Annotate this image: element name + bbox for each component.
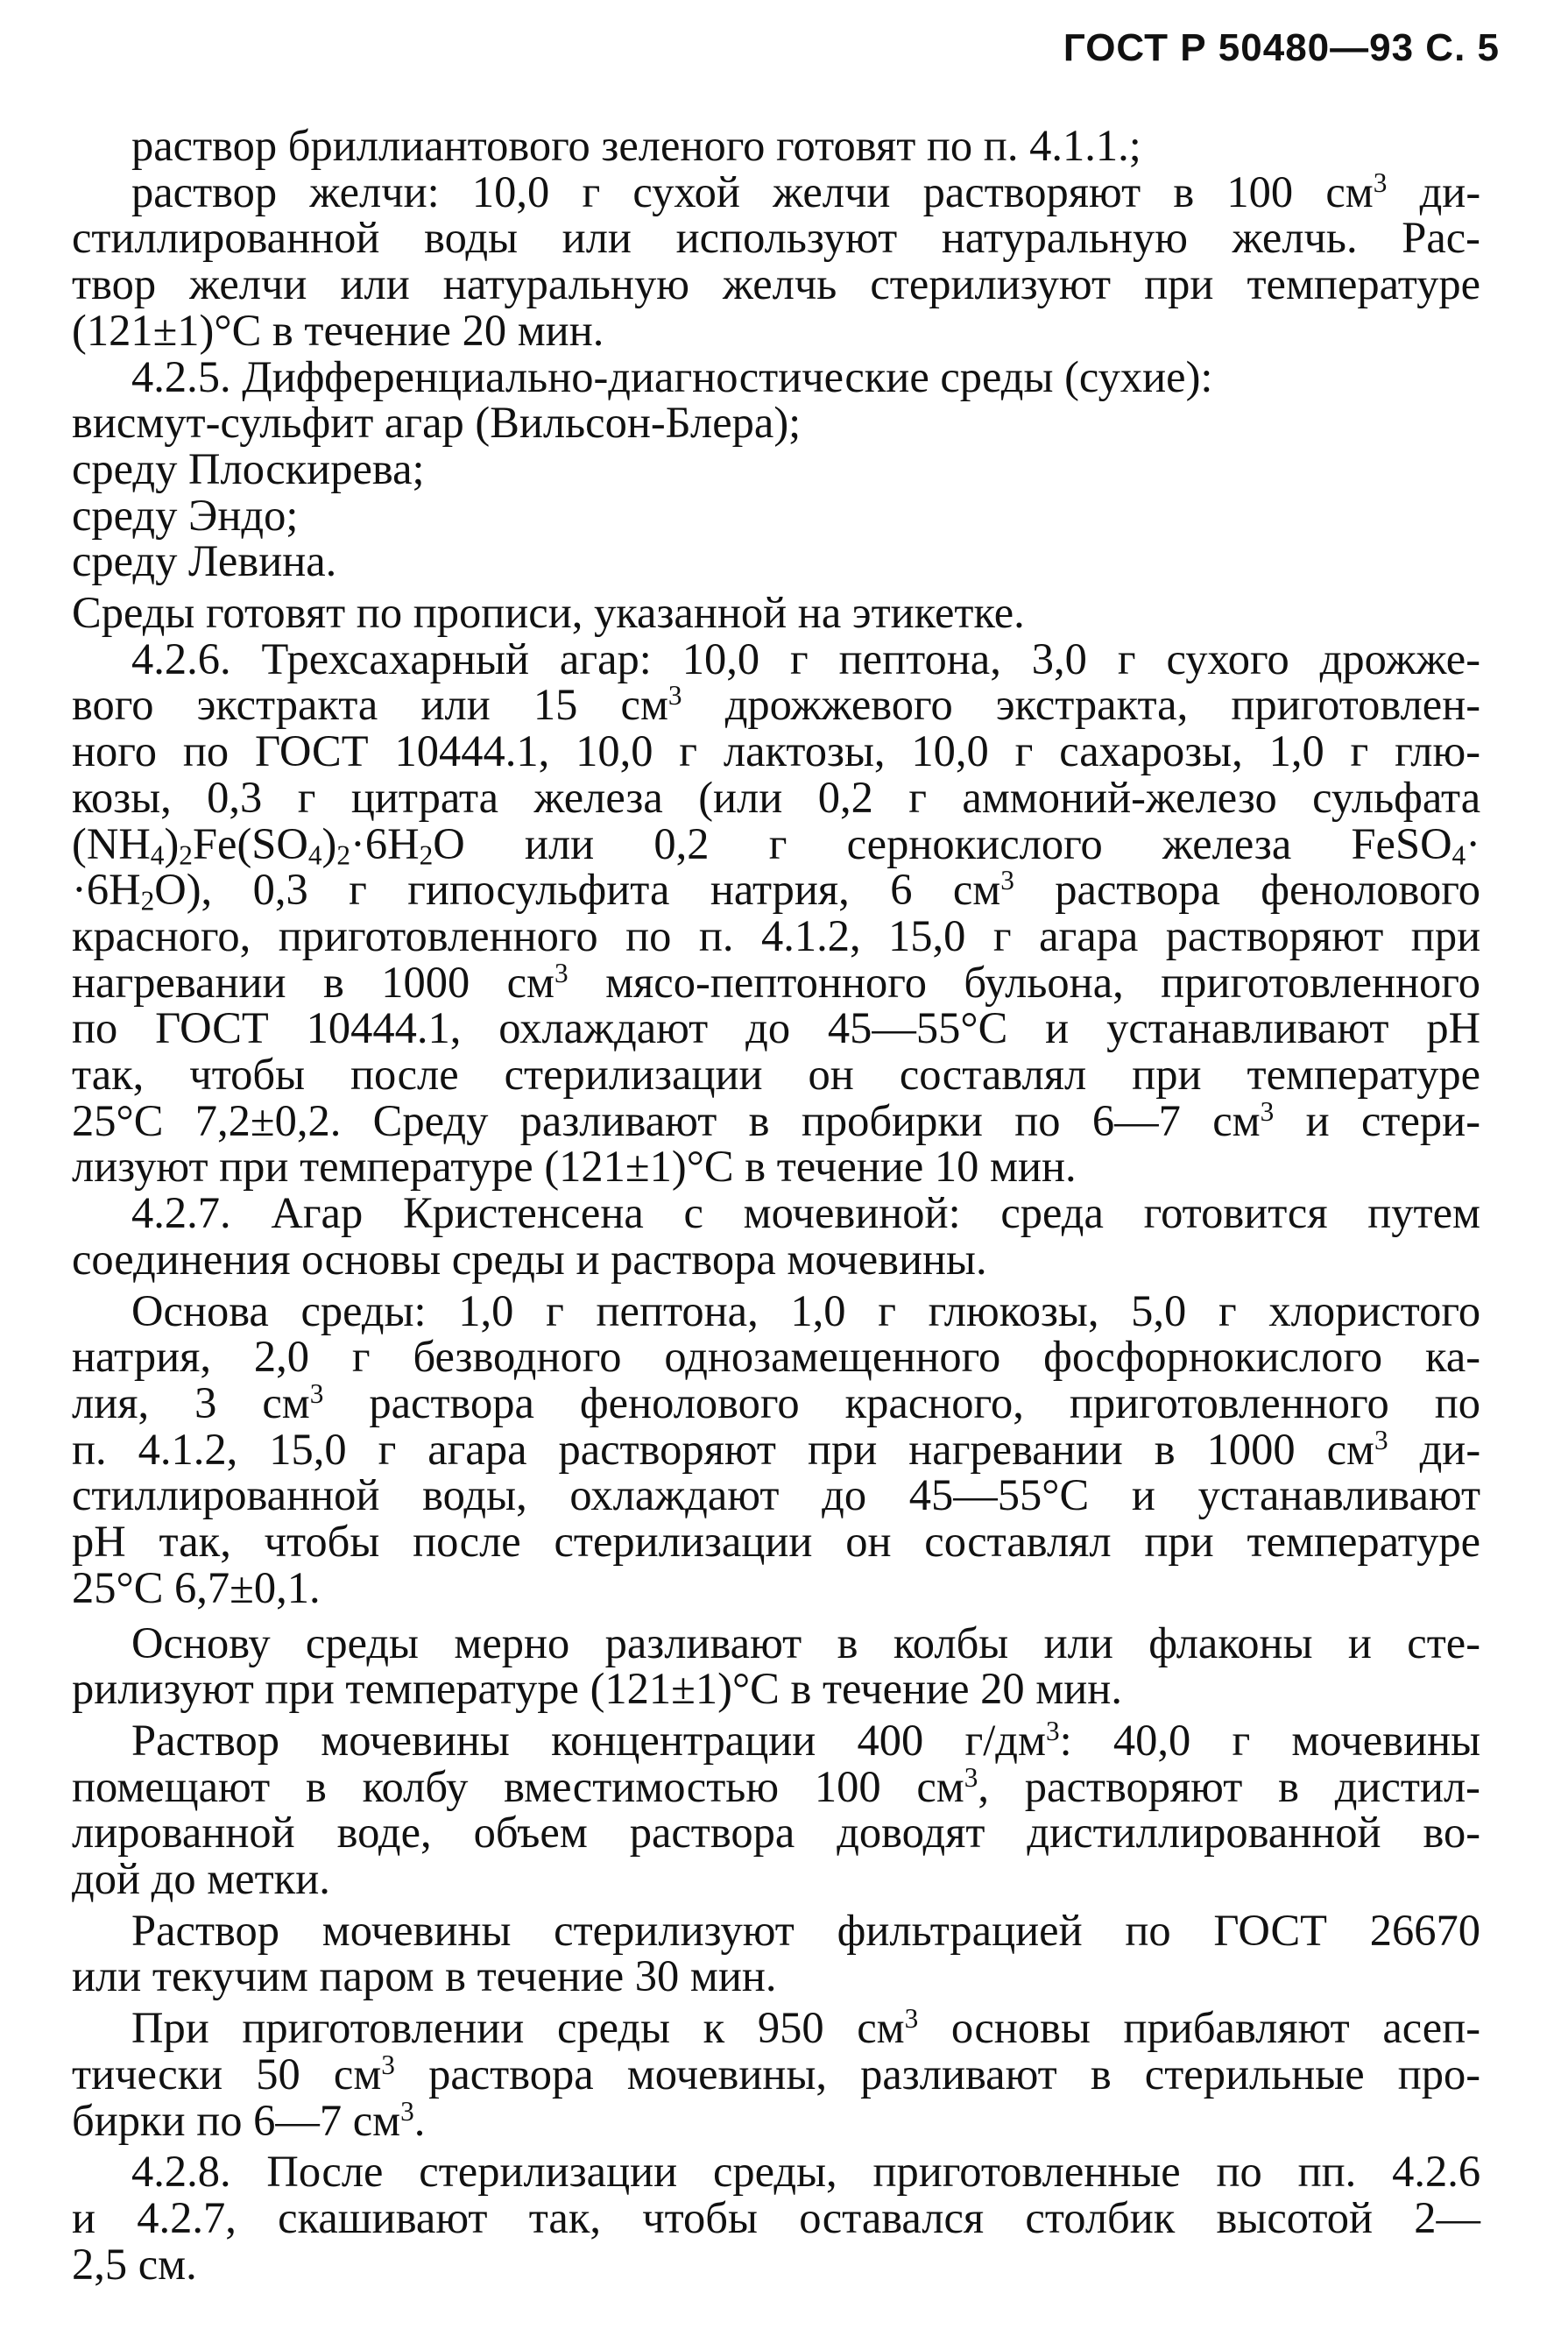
paragraph-line bbox=[0, 1005, 1568, 1051]
paragraph-line bbox=[0, 1426, 1568, 1473]
text-line: $(NH_4)_2Fe(SO_4)_2\cdot 6H_2O$ или 0,2 г сернокислого железа FeSO$_4$· bbox=[72, 818, 1481, 870]
paragraph-line bbox=[0, 351, 1568, 401]
text-line: тически 50 $см^3$ раствора мочевины, разливают в стерильные про- bbox=[72, 2049, 1481, 2099]
text-line: так, чтобы после стерилизации он составлял при температуре bbox=[72, 1050, 1481, 1100]
paragraph-line bbox=[0, 959, 1568, 1006]
document-body bbox=[0, 123, 1568, 2287]
paragraph-line bbox=[0, 261, 1568, 308]
text-line: стиллированной воды или используют натуральную желчь. Рас- bbox=[72, 213, 1480, 263]
paragraph-line bbox=[0, 443, 1568, 493]
text-line: 4.2.7. Агар Кристенсена с мочевиной: среда готовится путем bbox=[131, 1188, 1481, 1238]
text-line: п. 4.1.2, 15,0 г агара растворяют при нагревании в 1000 $см^3$ ди- bbox=[72, 1424, 1481, 1474]
text-line: Основу среды мерно разливают в колбы или флаконы и сте- bbox=[131, 1618, 1481, 1667]
paragraph-line bbox=[0, 818, 1568, 870]
paragraph-line bbox=[0, 400, 1568, 446]
paragraph-line bbox=[0, 305, 1568, 355]
text-line: козы, 0,3 г цитрата железа (или 0,2 г аммоний-железо сульфата bbox=[72, 772, 1481, 822]
paragraph-line bbox=[0, 1472, 1568, 1518]
text-line: 4.2.5. Дифференциально-диагностические среды (сухие): bbox=[131, 351, 1213, 401]
paragraph-line bbox=[0, 1190, 1568, 1236]
paragraph-line bbox=[0, 2002, 1568, 2053]
paragraph-line bbox=[0, 1285, 1568, 1335]
text-line: При приготовлении среды к 950 $см^3$ основы прибавляют асеп- bbox=[131, 2002, 1481, 2053]
paragraph-line bbox=[0, 2241, 1568, 2288]
paragraph-line bbox=[0, 1620, 1568, 1667]
text-line: лия, 3 $см^3$ раствора фенолового красного, приготовленного по bbox=[72, 1377, 1480, 1427]
paragraph-line bbox=[0, 1761, 1568, 1811]
text-line: лизуют при температуре (121±1)°С в течение 10 мин. bbox=[72, 1142, 1077, 1192]
paragraph-line bbox=[0, 636, 1568, 683]
text-line: бирки по 6—7 $см^3$. bbox=[72, 2095, 426, 2145]
paragraph-line bbox=[0, 1717, 1568, 1764]
text-line: 2,5 см. bbox=[72, 2239, 197, 2289]
paragraph-line bbox=[0, 1518, 1568, 1565]
text-line: раствор желчи: 10,0 г сухой желчи растворяют в 100 $см^3$ ди- bbox=[131, 166, 1481, 216]
text-line: 4.2.6. Трехсахарный агар: 10,0 г пептона, 3,0 г сухого дрожже- bbox=[131, 634, 1481, 683]
paragraph-line bbox=[0, 538, 1568, 584]
page-header: ГОСТ Р 50480—93 С. 5 bbox=[1063, 26, 1500, 69]
text-line: лированной воде, объем раствора доводят дистиллированной во- bbox=[72, 1808, 1481, 1858]
text-line: среду Левина. bbox=[72, 536, 337, 586]
text-line: Раствор мочевины концентрации 400 $г/дм^3$: 40,0 г мочевины bbox=[131, 1715, 1481, 1765]
paragraph-line bbox=[0, 1856, 1568, 1902]
text-line: среду Эндо; bbox=[72, 490, 299, 540]
text-line: дой до метки. bbox=[72, 1854, 330, 1904]
paragraph-line bbox=[0, 590, 1568, 636]
paragraph-line bbox=[0, 1562, 1568, 1612]
text-line: 4.2.8. После стерилизации среды, приготовленные по пп. 4.2.6 bbox=[131, 2147, 1481, 2197]
text-line: рилизуют при температуре (121±1)°С в течение 20 мин. bbox=[72, 1664, 1122, 1714]
paragraph-line bbox=[0, 1953, 1568, 2000]
paragraph-line bbox=[0, 2148, 1568, 2195]
text-line: натрия, 2,0 г безводного однозамещенного фосфорнокислого ка- bbox=[72, 1332, 1481, 1382]
paragraph-line bbox=[0, 728, 1568, 775]
text-line: (121±1)°С в течение 20 мин. bbox=[72, 305, 604, 355]
paragraph-line bbox=[0, 1809, 1568, 1856]
paragraph-line bbox=[0, 2095, 1568, 2145]
text-line: или текучим паром в течение 30 мин. bbox=[72, 1951, 777, 2001]
text-line: висмут-сульфит агар (Вильсон-Блера); bbox=[72, 398, 802, 448]
text-line: помещают в колбу вместимостью 100 $см^3$, растворяют в дистил- bbox=[72, 1761, 1480, 1811]
paragraph-line bbox=[0, 1905, 1568, 1955]
paragraph-line bbox=[0, 123, 1568, 169]
text-line: $\cdot 6H_2O$), 0,3 г гипосульфита натрия, 6 $см^3$ раствора фенолового bbox=[72, 865, 1480, 917]
text-line: 25°С 6,7±0,1. bbox=[72, 1562, 321, 1612]
paragraph-line bbox=[0, 1143, 1568, 1190]
paragraph-line bbox=[0, 166, 1568, 216]
text-line: нагревании в 1000 $см^3$ мясо-пептонного бульона, приготовленного bbox=[72, 957, 1481, 1007]
paragraph-line bbox=[0, 1334, 1568, 1380]
text-line: раствор бриллиантового зеленого готовят по п. 4.1.1.; bbox=[131, 121, 1141, 170]
paragraph-line bbox=[0, 2051, 1568, 2098]
text-line: 25°С 7,2±0,2. Среду разливают в пробирки по 6—7 $см^3$ и стери- bbox=[72, 1095, 1481, 1145]
paragraph-line bbox=[0, 1051, 1568, 1098]
text-line: Среды готовят по прописи, указанной на этикетке. bbox=[72, 588, 1025, 638]
text-line: Основа среды: 1,0 г пептона, 1,0 г глюкозы, 5,0 г хлористого bbox=[131, 1285, 1481, 1335]
paragraph-line bbox=[0, 865, 1568, 917]
paragraph-line bbox=[0, 682, 1568, 728]
text-line: Раствор мочевины стерилизуют фильтрацией по ГОСТ 26670 bbox=[131, 1905, 1481, 1955]
paragraph-line bbox=[0, 1236, 1568, 1283]
paragraph-line bbox=[0, 1377, 1568, 1427]
text-line: и 4.2.7, скашивают так, чтобы оставался столбик высотой 2— bbox=[72, 2192, 1481, 2242]
paragraph-line bbox=[0, 492, 1568, 539]
text-line: твор желчи или натуральную желчь стерилизуют при температуре bbox=[72, 259, 1481, 309]
text-line: красного, приготовленного по п. 4.1.2, 15,0 г агара растворяют при bbox=[72, 910, 1481, 960]
text-line: ного по ГОСТ 10444.1, 10,0 г лактозы, 10,0 г сахарозы, 1,0 г глю- bbox=[72, 726, 1481, 776]
paragraph-line bbox=[0, 1095, 1568, 1145]
paragraph-line bbox=[0, 1666, 1568, 1712]
text-line: среду Плоскирева; bbox=[72, 443, 425, 493]
text-line: pH так, чтобы после стерилизации он составлял при температуре bbox=[72, 1517, 1481, 1567]
text-line: по ГОСТ 10444.1, охлаждают до 45—55°С и устанавливают pH bbox=[72, 1003, 1481, 1053]
text-line: соединения основы среды и раствора мочевины. bbox=[72, 1234, 987, 1284]
paragraph-line bbox=[0, 2192, 1568, 2242]
paragraph-line bbox=[0, 910, 1568, 960]
paragraph-line bbox=[0, 772, 1568, 822]
paragraph-line bbox=[0, 215, 1568, 261]
text-line: вого экстракта или 15 $см^3$ дрожжевого экстракта, приготовлен- bbox=[72, 680, 1481, 730]
text-line: стиллированной воды, охлаждают до 45—55°С и устанавливают bbox=[72, 1470, 1481, 1520]
